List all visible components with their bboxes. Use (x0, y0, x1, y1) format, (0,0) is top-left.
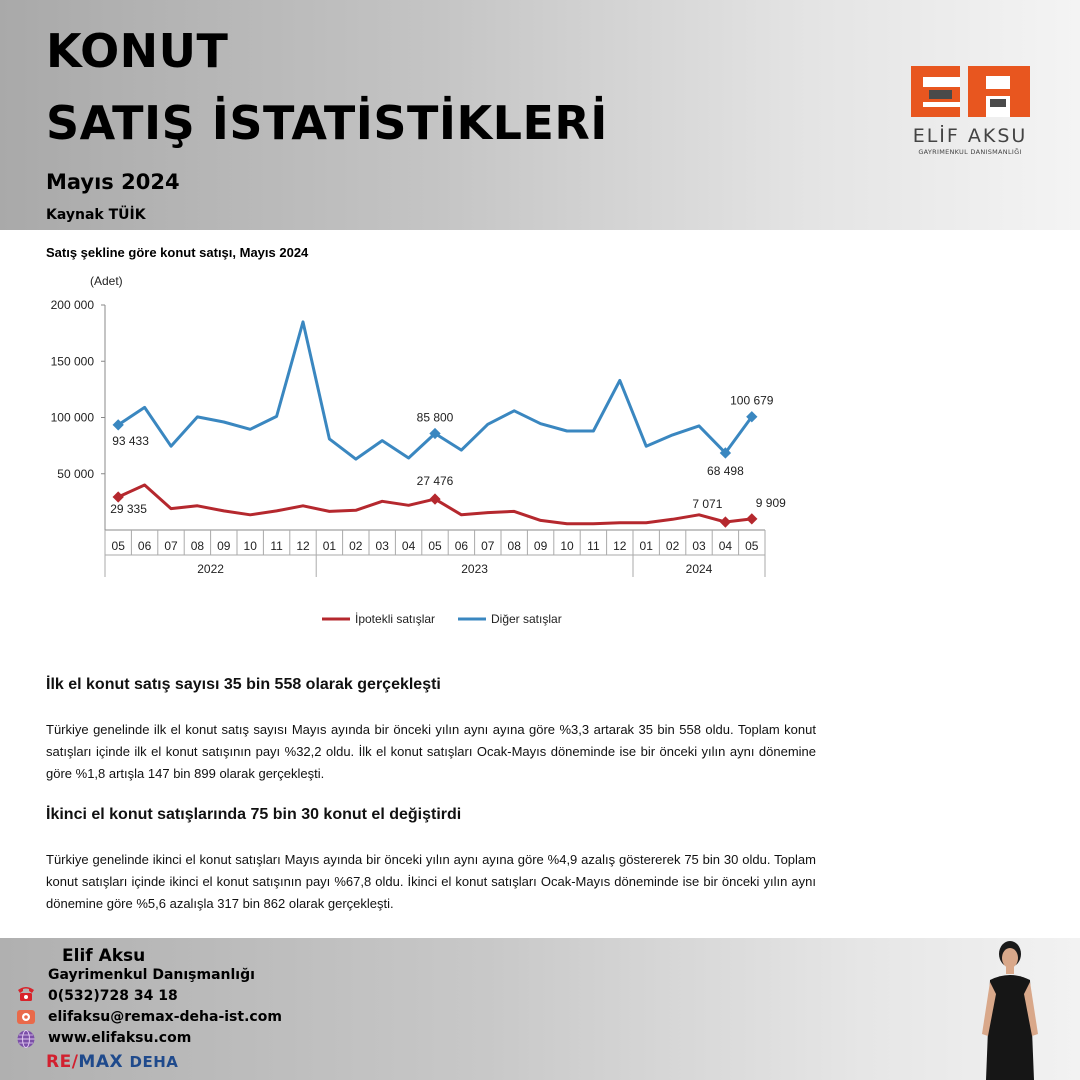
phone-icon (14, 983, 38, 1003)
data-point (275, 415, 277, 417)
highlight-marker (720, 516, 731, 527)
data-label: 68 498 (707, 463, 744, 478)
data-point (513, 510, 515, 512)
agent-role: Gayrimenkul Danışmanlığı (48, 967, 255, 983)
data-point (302, 505, 304, 507)
x-tick-label: 01 (322, 539, 337, 553)
x-tick-label: 09 (533, 539, 548, 553)
data-label: 100 679 (730, 393, 774, 408)
website-link[interactable]: www.elifaksu.com (48, 1030, 192, 1046)
data-point (196, 416, 198, 418)
data-point (407, 504, 409, 506)
data-point (539, 519, 541, 521)
year-label: 2023 (461, 562, 488, 576)
x-tick-label: 02 (349, 539, 363, 553)
data-point (249, 428, 251, 430)
data-label: 9 909 (755, 495, 786, 510)
data-point (355, 509, 357, 511)
x-tick-label: 08 (190, 539, 205, 553)
data-point (170, 507, 172, 509)
agent-photo (968, 938, 1048, 1080)
data-point (223, 421, 225, 423)
x-tick-label: 10 (243, 539, 257, 553)
data-point (671, 434, 673, 436)
data-point (143, 484, 145, 486)
data-point (275, 510, 277, 512)
data-label: 93 433 (112, 433, 149, 448)
data-point (566, 523, 568, 525)
x-tick-label: 03 (375, 539, 389, 553)
data-point (381, 500, 383, 502)
email-icon (14, 1007, 38, 1027)
x-tick-label: 04 (718, 539, 733, 553)
y-tick-label: 200 000 (50, 298, 94, 312)
logo-name: ELİF AKSU (912, 125, 1028, 147)
x-tick-label: 06 (137, 539, 152, 553)
data-source: Kaynak TÜİK (46, 207, 146, 223)
section-text-second-hand: Türkiye genelinde ikinci el konut satışları Mayıs ayında bir önceki yılın aynı ayına göre %4,9 azalış göstererek 75 bin 30 oldu. Toplam konut satışları içinde ikinci el konut satışının payı %67,8 oldu. İkinci el konut satışları Ocak-Mayıs döneminde ise bir önceki yılın aynı dönemine göre %5,6 azalışla 317 bin 862 olarak gerçekleşti. (46, 852, 816, 911)
data-point (302, 321, 304, 323)
section-heading-first-hand: İlk el konut satış sayısı 35 bin 558 olarak gerçekleşti (46, 676, 441, 693)
y-tick-label: 150 000 (50, 354, 94, 369)
y-tick-label: 100 000 (50, 410, 94, 425)
x-tick-label: 04 (401, 539, 416, 553)
data-point (671, 518, 673, 520)
x-tick-label: 05 (745, 539, 759, 553)
data-point (645, 445, 647, 447)
data-point (196, 505, 198, 507)
page-title-line1: KONUT (46, 24, 229, 78)
data-point (328, 438, 330, 440)
data-point (487, 423, 489, 425)
remax-brand-re: RE/ (46, 1052, 79, 1072)
remax-office: DEHA (129, 1053, 179, 1071)
line-chart (0, 240, 1080, 640)
data-point (460, 449, 462, 451)
x-tick-label: 01 (639, 539, 653, 553)
data-point (592, 430, 594, 432)
data-point (460, 514, 462, 516)
x-tick-label: 06 (454, 539, 469, 553)
y-tick-label: 50 000 (57, 466, 94, 481)
year-label: 2024 (685, 562, 713, 576)
x-tick-label: 07 (481, 539, 495, 553)
x-tick-label: 05 (428, 539, 442, 553)
data-label: 85 800 (416, 410, 454, 425)
section-heading-second-hand: İkinci el konut satışlarında 75 bin 30 konut el değiştirdi (46, 806, 462, 823)
data-point (698, 425, 700, 427)
highlight-marker (746, 513, 757, 524)
data-point (619, 379, 621, 381)
remax-brand-max: MAX (78, 1052, 124, 1072)
data-point (249, 514, 251, 516)
x-tick-label: 02 (665, 539, 680, 553)
x-tick-label: 10 (560, 539, 574, 553)
x-tick-label: 12 (296, 539, 310, 553)
data-point (328, 510, 330, 512)
email-address[interactable]: elifaksu@remax-deha-ist.com (48, 1009, 282, 1025)
data-point (407, 457, 409, 459)
data-point (355, 458, 357, 460)
highlight-marker (113, 491, 124, 502)
data-point (592, 523, 594, 525)
data-label: 29 335 (110, 501, 147, 516)
phone-number[interactable]: 0(532)728 34 18 (48, 988, 178, 1004)
data-point (539, 422, 541, 424)
chart-title: Satış şekline göre konut satışı, Mayıs 2024 (46, 245, 309, 260)
data-label: 27 476 (416, 474, 454, 489)
page-title-line2: SATIŞ İSTATİSTİKLERİ (46, 96, 608, 150)
agent-name: Elif Aksu (62, 946, 146, 966)
x-tick-label: 08 (507, 539, 521, 553)
data-point (698, 514, 700, 516)
data-label: 7 071 (692, 497, 723, 512)
data-point (223, 510, 225, 512)
x-tick-label: 12 (613, 539, 627, 553)
x-tick-label: 03 (692, 539, 706, 553)
year-label: 2022 (197, 562, 224, 576)
data-point (619, 521, 621, 523)
data-point (645, 521, 647, 523)
data-point (170, 445, 172, 447)
legend-label: İpotekli satışlar (355, 612, 436, 626)
section-text-first-hand: Türkiye genelinde ilk el konut satış sayısı Mayıs ayında bir önceki yılın aynı ayına göre %3,3 artarak 35 bin 558 oldu. Toplam konut satışları içinde ilk el konut satışının payı %32,2 oldu. İlk el konut satışları Ocak-Mayıs döneminde ise bir önceki yılın aynı dönemine göre %1,8 artışla 147 bin 899 olarak gerçekleşti. (46, 722, 816, 781)
data-point (487, 511, 489, 513)
data-point (513, 410, 515, 412)
y-axis-label: (Adet) (90, 274, 123, 288)
x-tick-label: 11 (270, 539, 283, 553)
report-period: Mayıs 2024 (46, 170, 180, 194)
legend-label: Diğer satışlar (491, 612, 562, 626)
globe-icon (14, 1029, 38, 1049)
x-tick-label: 05 (111, 539, 125, 553)
logo-subtitle: GAYRIMENKUL DANISMANLIĞI (918, 148, 1022, 156)
x-tick-label: 11 (587, 539, 600, 553)
x-tick-label: 07 (164, 539, 178, 553)
x-tick-label: 09 (217, 539, 231, 553)
data-point (381, 439, 383, 441)
data-point (143, 406, 145, 408)
remax-deha-logo (46, 1052, 178, 1072)
data-point (566, 430, 568, 432)
